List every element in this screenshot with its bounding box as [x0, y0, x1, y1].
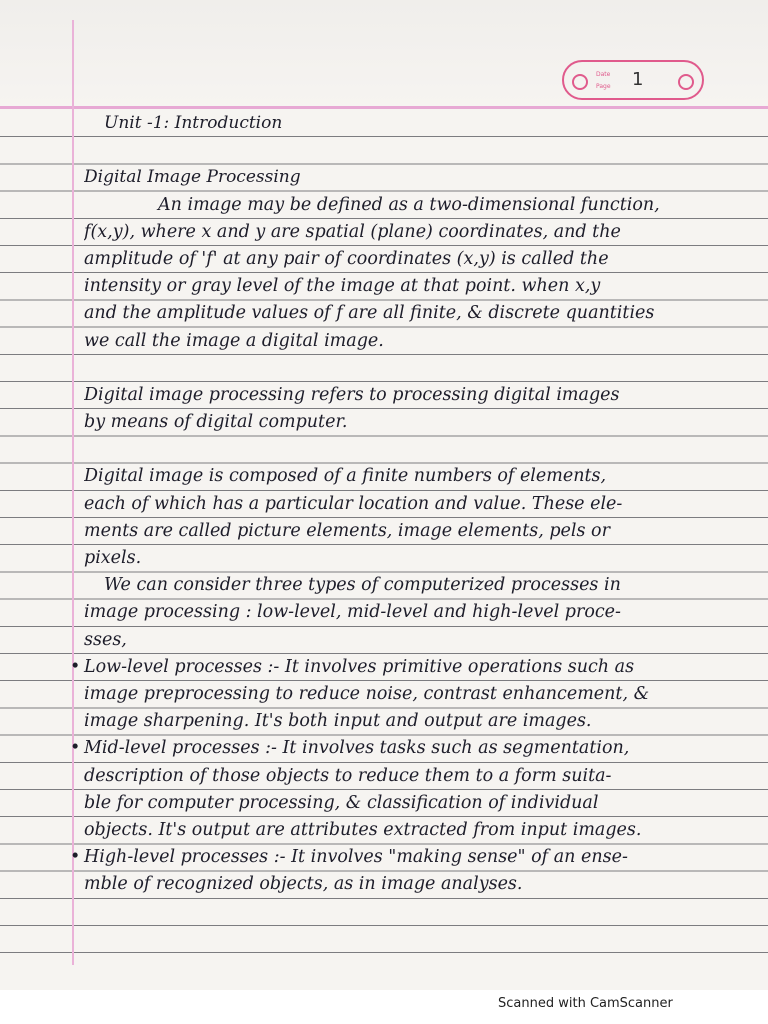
unit-title: Unit -1: Introduction	[104, 113, 283, 133]
bullet-item	[70, 654, 768, 681]
text-line: by means of digital computer.	[84, 412, 348, 433]
text-line: mble of recognized objects, as in image analyses.	[84, 874, 523, 895]
bullet-dot-icon: •	[70, 656, 81, 677]
header-rule	[0, 106, 768, 109]
text-line: intensity or gray level of the image at that point. when x,y	[84, 276, 601, 297]
text-line: image preprocessing to reduce noise, contrast enhancement, &	[84, 683, 650, 704]
text-line: description of those objects to reduce them to a form suita-	[84, 765, 612, 786]
bullet-text: High-level processes :- It involves "making sense" of an ense-	[84, 847, 628, 868]
text-line: image sharpening. It's both input and output are images.	[84, 711, 592, 732]
stamp-ring-icon	[678, 74, 694, 90]
blank-line	[84, 436, 768, 463]
date-label: Date	[596, 71, 611, 78]
bullet-text: Low-level processes :- It involves primitive operations such as	[84, 656, 635, 677]
scanner-footer	[0, 990, 768, 1024]
text-line: sses,	[84, 629, 127, 650]
bullet-dot-icon: •	[70, 738, 81, 759]
bullet-text: Mid-level processes :- It involves tasks such as segmentation,	[84, 738, 630, 759]
scanner-watermark: Scanned with CamScanner	[498, 996, 673, 1011]
stamp-ring-icon	[572, 74, 588, 90]
text-line: pixels.	[84, 548, 142, 568]
text-line: Digital image processing refers to processing digital images	[84, 384, 620, 405]
text-line: We can consider three types of computerized processes in	[104, 575, 621, 596]
text-line: each of which has a particular location and value. These ele-	[84, 493, 623, 514]
text-line: we call the image a digital image.	[84, 330, 384, 351]
bullet-dot-icon: •	[70, 847, 81, 868]
text-line: f(x,y), where x and y are spatial (plane) coordinates, and the	[84, 221, 621, 242]
handwritten-notes	[70, 110, 768, 898]
margin-line	[72, 20, 74, 965]
text-line: and the amplitude values of f are all finite, & discrete quantities	[84, 303, 655, 324]
blank-line	[84, 355, 768, 382]
text-line: amplitude of 'f' at any pair of coordinates (x,y) is called the	[84, 248, 609, 269]
page-number: 1	[632, 69, 644, 90]
text-line: ments are called picture elements, image elements, pels or	[84, 520, 610, 541]
bullet-item	[70, 735, 768, 762]
text-line: ble for computer processing, & classification of individual	[84, 792, 599, 813]
text-line: Digital image is composed of a finite numbers of elements,	[84, 466, 607, 487]
bullet-item	[70, 844, 768, 871]
page-label: Page	[596, 83, 611, 90]
text-line: objects. It's output are attributes extracted from input images.	[84, 819, 642, 840]
page-number-stamp	[562, 60, 704, 100]
section-heading: Digital Image Processing	[84, 167, 301, 188]
blank-line	[84, 137, 768, 164]
text-line: image processing : low-level, mid-level and high-level proce-	[84, 602, 621, 623]
text-line: An image may be defined as a two-dimensional function,	[158, 194, 660, 215]
